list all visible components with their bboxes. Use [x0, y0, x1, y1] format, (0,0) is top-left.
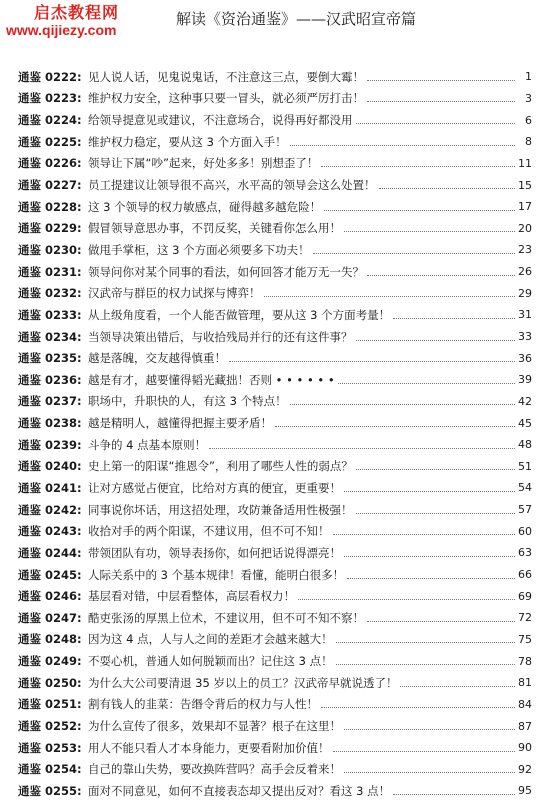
toc-entry[interactable]: [18, 369, 532, 391]
entry-page-number: 78: [518, 654, 532, 668]
entry-title: 维护权力安全，这种事只要一冒头，就必须严厉打击！: [88, 91, 364, 106]
dot-leader: [367, 620, 515, 622]
dot-leader: [313, 252, 515, 254]
entry-number: 通鉴 0224:: [18, 113, 82, 128]
entry-number: 通鉴 0234:: [18, 329, 82, 344]
toc-entry[interactable]: [18, 153, 532, 175]
dot-leader: [344, 728, 515, 730]
entry-title: 为什么大公司要清退 35 岁以上的员工？汉武帝早就说透了！: [88, 675, 398, 690]
toc-entry[interactable]: [18, 542, 532, 564]
toc-entry[interactable]: [18, 499, 532, 521]
entry-page-number: 8: [525, 135, 532, 149]
toc-entry[interactable]: [18, 88, 532, 110]
dot-leader: [229, 360, 515, 362]
entry-title: 收拾对手的两个阳谋，不建议用，但不可不知！: [88, 524, 330, 539]
toc-entry[interactable]: [18, 239, 532, 261]
entry-page-number: 36: [518, 351, 532, 365]
entry-title: 假冒领导意思办事，不罚反奖，关键看你怎么用！: [88, 221, 341, 236]
toc-entry[interactable]: [18, 564, 532, 586]
entry-page-number: 81: [518, 676, 532, 690]
entry-title: 面对不同意见，如何不直接表态却又提出反对？看这 3 点！: [88, 783, 391, 798]
entry-title: 职场中，升职快的人，有这 3 个特点！: [88, 394, 287, 409]
dot-leader: [321, 165, 515, 167]
entry-number: 通鉴 0250:: [18, 675, 82, 690]
entry-page-number: 95: [518, 784, 532, 798]
entry-number: 通鉴 0247:: [18, 610, 82, 625]
page-title: 解读《资治通鉴》——汉武昭宣帝篇: [176, 10, 417, 28]
dot-leader: [324, 209, 515, 211]
toc-entry[interactable]: [18, 456, 532, 478]
entry-title: 这 3 个领导的权力敏感点，碰得越多越危险！: [88, 199, 322, 214]
entry-number: 通鉴 0228:: [18, 199, 82, 214]
dot-leader: [290, 144, 515, 146]
entry-page-number: 48: [518, 438, 532, 452]
dot-leader: [336, 641, 515, 643]
dot-leader: [393, 793, 515, 795]
entry-number: 通鉴 0229:: [18, 221, 82, 236]
dot-leader: [264, 295, 516, 297]
entry-page-number: 54: [518, 481, 532, 495]
entry-title: 越是有才，越要懂得韬光藏拙！否则 • • • • • •: [88, 372, 335, 387]
toc-entry[interactable]: [18, 66, 532, 88]
entry-title: 汉武帝与群臣的权力试探与博弈！: [88, 286, 261, 301]
dot-leader: [275, 425, 515, 427]
entry-number: 通鉴 0249:: [18, 654, 82, 669]
entry-title: 越是落魄，交友越得慎重！: [88, 351, 226, 366]
dot-leader: [347, 577, 515, 579]
entry-title: 员工提建议让领导很不高兴，水平高的领导会这么处置！: [88, 178, 376, 193]
entry-page-number: 72: [518, 611, 532, 625]
entry-number: 通鉴 0240:: [18, 459, 82, 474]
entry-title: 酷吏张汤的厚黑上位术，不建议用，但不可不知不察！: [88, 610, 364, 625]
toc-entry[interactable]: [18, 174, 532, 196]
entry-number: 通鉴 0222:: [18, 69, 82, 84]
entry-number: 通鉴 0242:: [18, 502, 82, 517]
entry-page-number: 90: [518, 741, 532, 755]
toc-entry[interactable]: [18, 109, 532, 131]
entry-page-number: 69: [518, 589, 532, 603]
toc-entry[interactable]: [18, 434, 532, 456]
dot-leader: [393, 317, 515, 319]
entry-number: 通鉴 0235:: [18, 351, 82, 366]
dot-leader: [338, 382, 515, 384]
toc-entry[interactable]: [18, 326, 532, 348]
dot-leader: [209, 447, 515, 449]
entry-title: 做甩手掌柜，这 3 个方面必须要多下功夫！: [88, 242, 310, 257]
entry-number: 通鉴 0238:: [18, 416, 82, 431]
entry-page-number: 31: [518, 308, 532, 322]
toc-entry[interactable]: [18, 477, 532, 499]
toc-entry[interactable]: [18, 131, 532, 153]
entry-page-number: 84: [518, 697, 532, 711]
dot-leader: [333, 533, 516, 535]
entry-title: 用人不能只看人才本身能力，更要看附加价值！: [88, 740, 330, 755]
entry-number: 通鉴 0230:: [18, 242, 82, 257]
entry-number: 通鉴 0244:: [18, 545, 82, 560]
toc-entry[interactable]: [18, 282, 532, 304]
toc-entry[interactable]: [18, 759, 532, 781]
watermark: [6, 4, 156, 38]
dot-leader: [344, 771, 515, 773]
dot-leader: [298, 598, 515, 600]
entry-page-number: 42: [518, 394, 532, 408]
entry-page-number: 17: [518, 200, 532, 214]
entry-title: 维护权力稳定，要从这 3 个方面入手！: [88, 134, 287, 149]
entry-number: 通鉴 0225:: [18, 134, 82, 149]
entry-title: 见人说人话，见鬼说鬼话，不注意这三点，要倒大霉！: [88, 69, 364, 84]
entry-number: 通鉴 0251:: [18, 697, 82, 712]
dot-leader: [379, 187, 516, 189]
dot-leader: [400, 685, 515, 687]
entry-page-number: 29: [518, 286, 532, 300]
dot-leader: [367, 274, 515, 276]
toc-entry[interactable]: [18, 650, 532, 672]
toc-entry[interactable]: [18, 347, 532, 369]
entry-page-number: 39: [518, 373, 532, 387]
watermark-url: www.qijiezy.com: [6, 22, 117, 38]
entry-title: 同事说你坏话，用这招处理，攻防兼备适用性极强！: [88, 502, 353, 517]
entry-number: 通鉴 0231:: [18, 264, 82, 279]
entry-page-number: 60: [518, 524, 532, 538]
entry-number: 通鉴 0255:: [18, 783, 82, 798]
entry-page-number: 20: [518, 221, 532, 235]
entry-page-number: 1: [525, 70, 532, 84]
toc-entry[interactable]: [18, 304, 532, 326]
entry-page-number: 45: [518, 416, 532, 430]
entry-title: 让对方感觉占便宜，比给对方真的便宜，更重要！: [88, 480, 341, 495]
toc-entry[interactable]: [18, 672, 532, 694]
entry-title: 自己的靠山失势，要改换阵营吗？高手会反着来！: [88, 762, 341, 777]
entry-title: 领导问你对某个同事的看法，如何回答才能万无一失？: [88, 264, 364, 279]
entry-page-number: 87: [518, 719, 532, 733]
dot-leader: [356, 512, 516, 514]
entry-title: 从上级角度看，一个人能否做管理，要从这 3 个方面考量！: [88, 307, 391, 322]
toc-entry[interactable]: [18, 737, 532, 759]
entry-page-number: 15: [518, 178, 532, 192]
dot-leader: [321, 706, 515, 708]
entry-title: 斗争的 4 点基本原则！: [88, 437, 207, 452]
entry-page-number: 57: [518, 503, 532, 517]
entry-number: 通鉴 0241:: [18, 480, 82, 495]
toc-entry[interactable]: [18, 196, 532, 218]
entry-number: 通鉴 0226:: [18, 156, 82, 171]
dot-leader: [290, 403, 515, 405]
entry-number: 通鉴 0243:: [18, 524, 82, 539]
entry-page-number: 33: [518, 330, 532, 343]
entry-page-number: 23: [518, 243, 532, 257]
entry-number: 通鉴 0237:: [18, 394, 82, 409]
dot-leader: [344, 230, 515, 232]
dot-leader: [344, 555, 515, 557]
toc-entry[interactable]: [18, 261, 532, 283]
toc-entry[interactable]: [18, 607, 532, 629]
dot-leader: [367, 79, 515, 81]
toc-entry[interactable]: [18, 520, 532, 542]
entry-number: 通鉴 0233:: [18, 307, 82, 322]
entry-number: 通鉴 0253:: [18, 740, 82, 755]
table-of-contents: [18, 66, 532, 802]
dot-leader: [356, 339, 516, 341]
entry-number: 通鉴 0254:: [18, 762, 82, 777]
entry-title: 因为这 4 点，人与人之间的差距才会越来越大！: [88, 632, 333, 647]
entry-title: 领导让下属“吵”起来，好处多多！别想歪了！: [88, 156, 319, 171]
dot-leader: [333, 750, 516, 752]
entry-title: 越是精明人，越懂得把握主要矛盾！: [88, 416, 272, 431]
entry-title: 当领导决策出错后，与收拾残局并行的还有这件事？: [88, 329, 353, 344]
entry-page-number: 3: [525, 91, 532, 105]
watermark-brand: 启杰教程网: [34, 3, 120, 22]
toc-entry[interactable]: [18, 629, 532, 651]
dot-leader: [367, 100, 515, 102]
entry-page-number: 11: [518, 156, 532, 170]
entry-title: 为什么宣传了很多，效果却不显著？根子在这里！: [88, 719, 341, 734]
dot-leader: [356, 468, 515, 470]
entry-page-number: 51: [518, 459, 532, 473]
entry-number: 通鉴 0248:: [18, 632, 82, 647]
entry-number: 通鉴 0239:: [18, 437, 82, 452]
entry-page-number: 92: [518, 762, 532, 776]
toc-entry[interactable]: [18, 217, 532, 239]
entry-page-number: 63: [518, 546, 532, 560]
dot-leader: [344, 490, 515, 492]
entry-page-number: 26: [518, 265, 532, 279]
entry-title: 基层看对错，中层看整体，高层看权力！: [88, 589, 295, 604]
toc-entry[interactable]: [18, 715, 532, 737]
toc-entry[interactable]: [18, 780, 532, 802]
entry-title: 割有钱人的韭菜：告缗令背后的权力与人性！: [88, 697, 318, 712]
entry-number: 通鉴 0252:: [18, 719, 82, 734]
entry-page-number: 75: [518, 632, 532, 646]
entry-title: 不耍心机，普通人如何脱颖而出？记住这 3 点！: [88, 654, 333, 669]
entry-number: 通鉴 0236:: [18, 372, 82, 387]
dot-leader: [336, 663, 515, 665]
entry-title: 带领团队有功，领导表扬你，如何把话说得漂亮！: [88, 545, 341, 560]
entry-page-number: 6: [525, 113, 532, 127]
toc-entry[interactable]: [18, 412, 532, 434]
toc-entry[interactable]: [18, 585, 532, 607]
entry-number: 通鉴 0227:: [18, 178, 82, 193]
entry-number: 通鉴 0223:: [18, 91, 82, 106]
dot-leader: [356, 122, 516, 124]
entry-number: 通鉴 0246:: [18, 589, 82, 604]
toc-entry[interactable]: [18, 391, 532, 413]
toc-entry[interactable]: [18, 694, 532, 716]
entry-title: 给领导提意见或建议，不注意场合，说得再好都没用: [88, 113, 353, 128]
entry-number: 通鉴 0245:: [18, 567, 82, 582]
entry-page-number: 66: [518, 568, 532, 582]
entry-number: 通鉴 0232:: [18, 286, 82, 301]
entry-title: 人际关系中的 3 个基本规律！看懂，能明白很多！: [88, 567, 345, 582]
entry-title: 史上第一的阳谋“推恩令”，利用了哪些人性的弱点？: [88, 459, 353, 474]
